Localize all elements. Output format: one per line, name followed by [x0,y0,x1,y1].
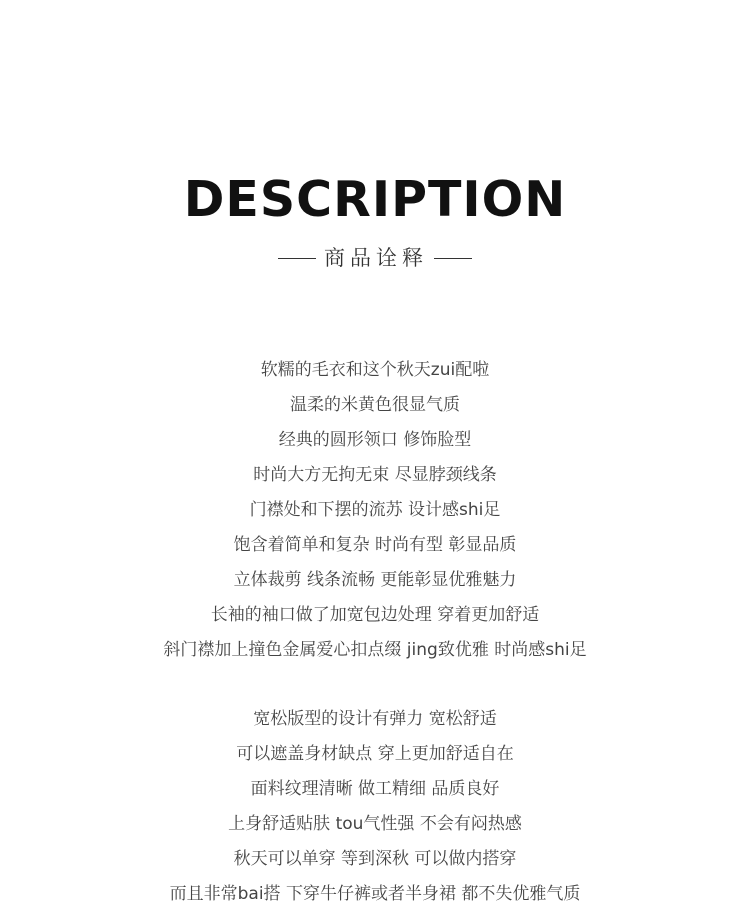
description-line: 饱含着简单和复杂 时尚有型 彰显品质 [233,535,517,555]
description-line: 温柔的米黄色很显气质 [290,395,460,415]
subtitle-right-rule [434,258,472,259]
description-line: 斜门襟加上撞色金属爱心扣点缀 jing致优雅 时尚感shi足 [163,640,587,660]
page-title: DESCRIPTION [183,171,567,228]
description-line: 时尚大方无拘无束 尽显脖颈线条 [253,465,497,485]
description-line: 宽松版型的设计有弹力 宽松舒适 [253,709,497,729]
subtitle-row [0,244,750,272]
description-line: 经典的圆形领口 修饰脸型 [278,430,472,450]
description-line: 长袖的袖口做了加宽包边处理 穿着更加舒适 [210,605,540,625]
subtitle-text: 商品诠释 [324,246,428,270]
description-paragraph-1 [0,353,750,668]
description-line: 软糯的毛衣和这个秋天zui配啦 [260,360,490,380]
description-line: 而且非常bai搭 下穿牛仔裤或者半身裙 都不失优雅气质 [169,884,581,904]
description-paragraph-2 [0,702,750,912]
description-line: 可以遮盖身材缺点 穿上更加舒适自在 [236,744,514,764]
description-line: 上身舒适贴肤 tou气性强 不会有闷热感 [228,814,522,834]
description-line: 秋天可以单穿 等到深秋 可以做内搭穿 [233,849,517,869]
subtitle-left-rule [278,258,316,259]
description-line: 门襟处和下摆的流苏 设计感shi足 [249,500,501,520]
description-line: 立体裁剪 线条流畅 更能彰显优雅魅力 [233,570,517,590]
description-line: 面料纹理清晰 做工精细 品质良好 [250,779,500,799]
